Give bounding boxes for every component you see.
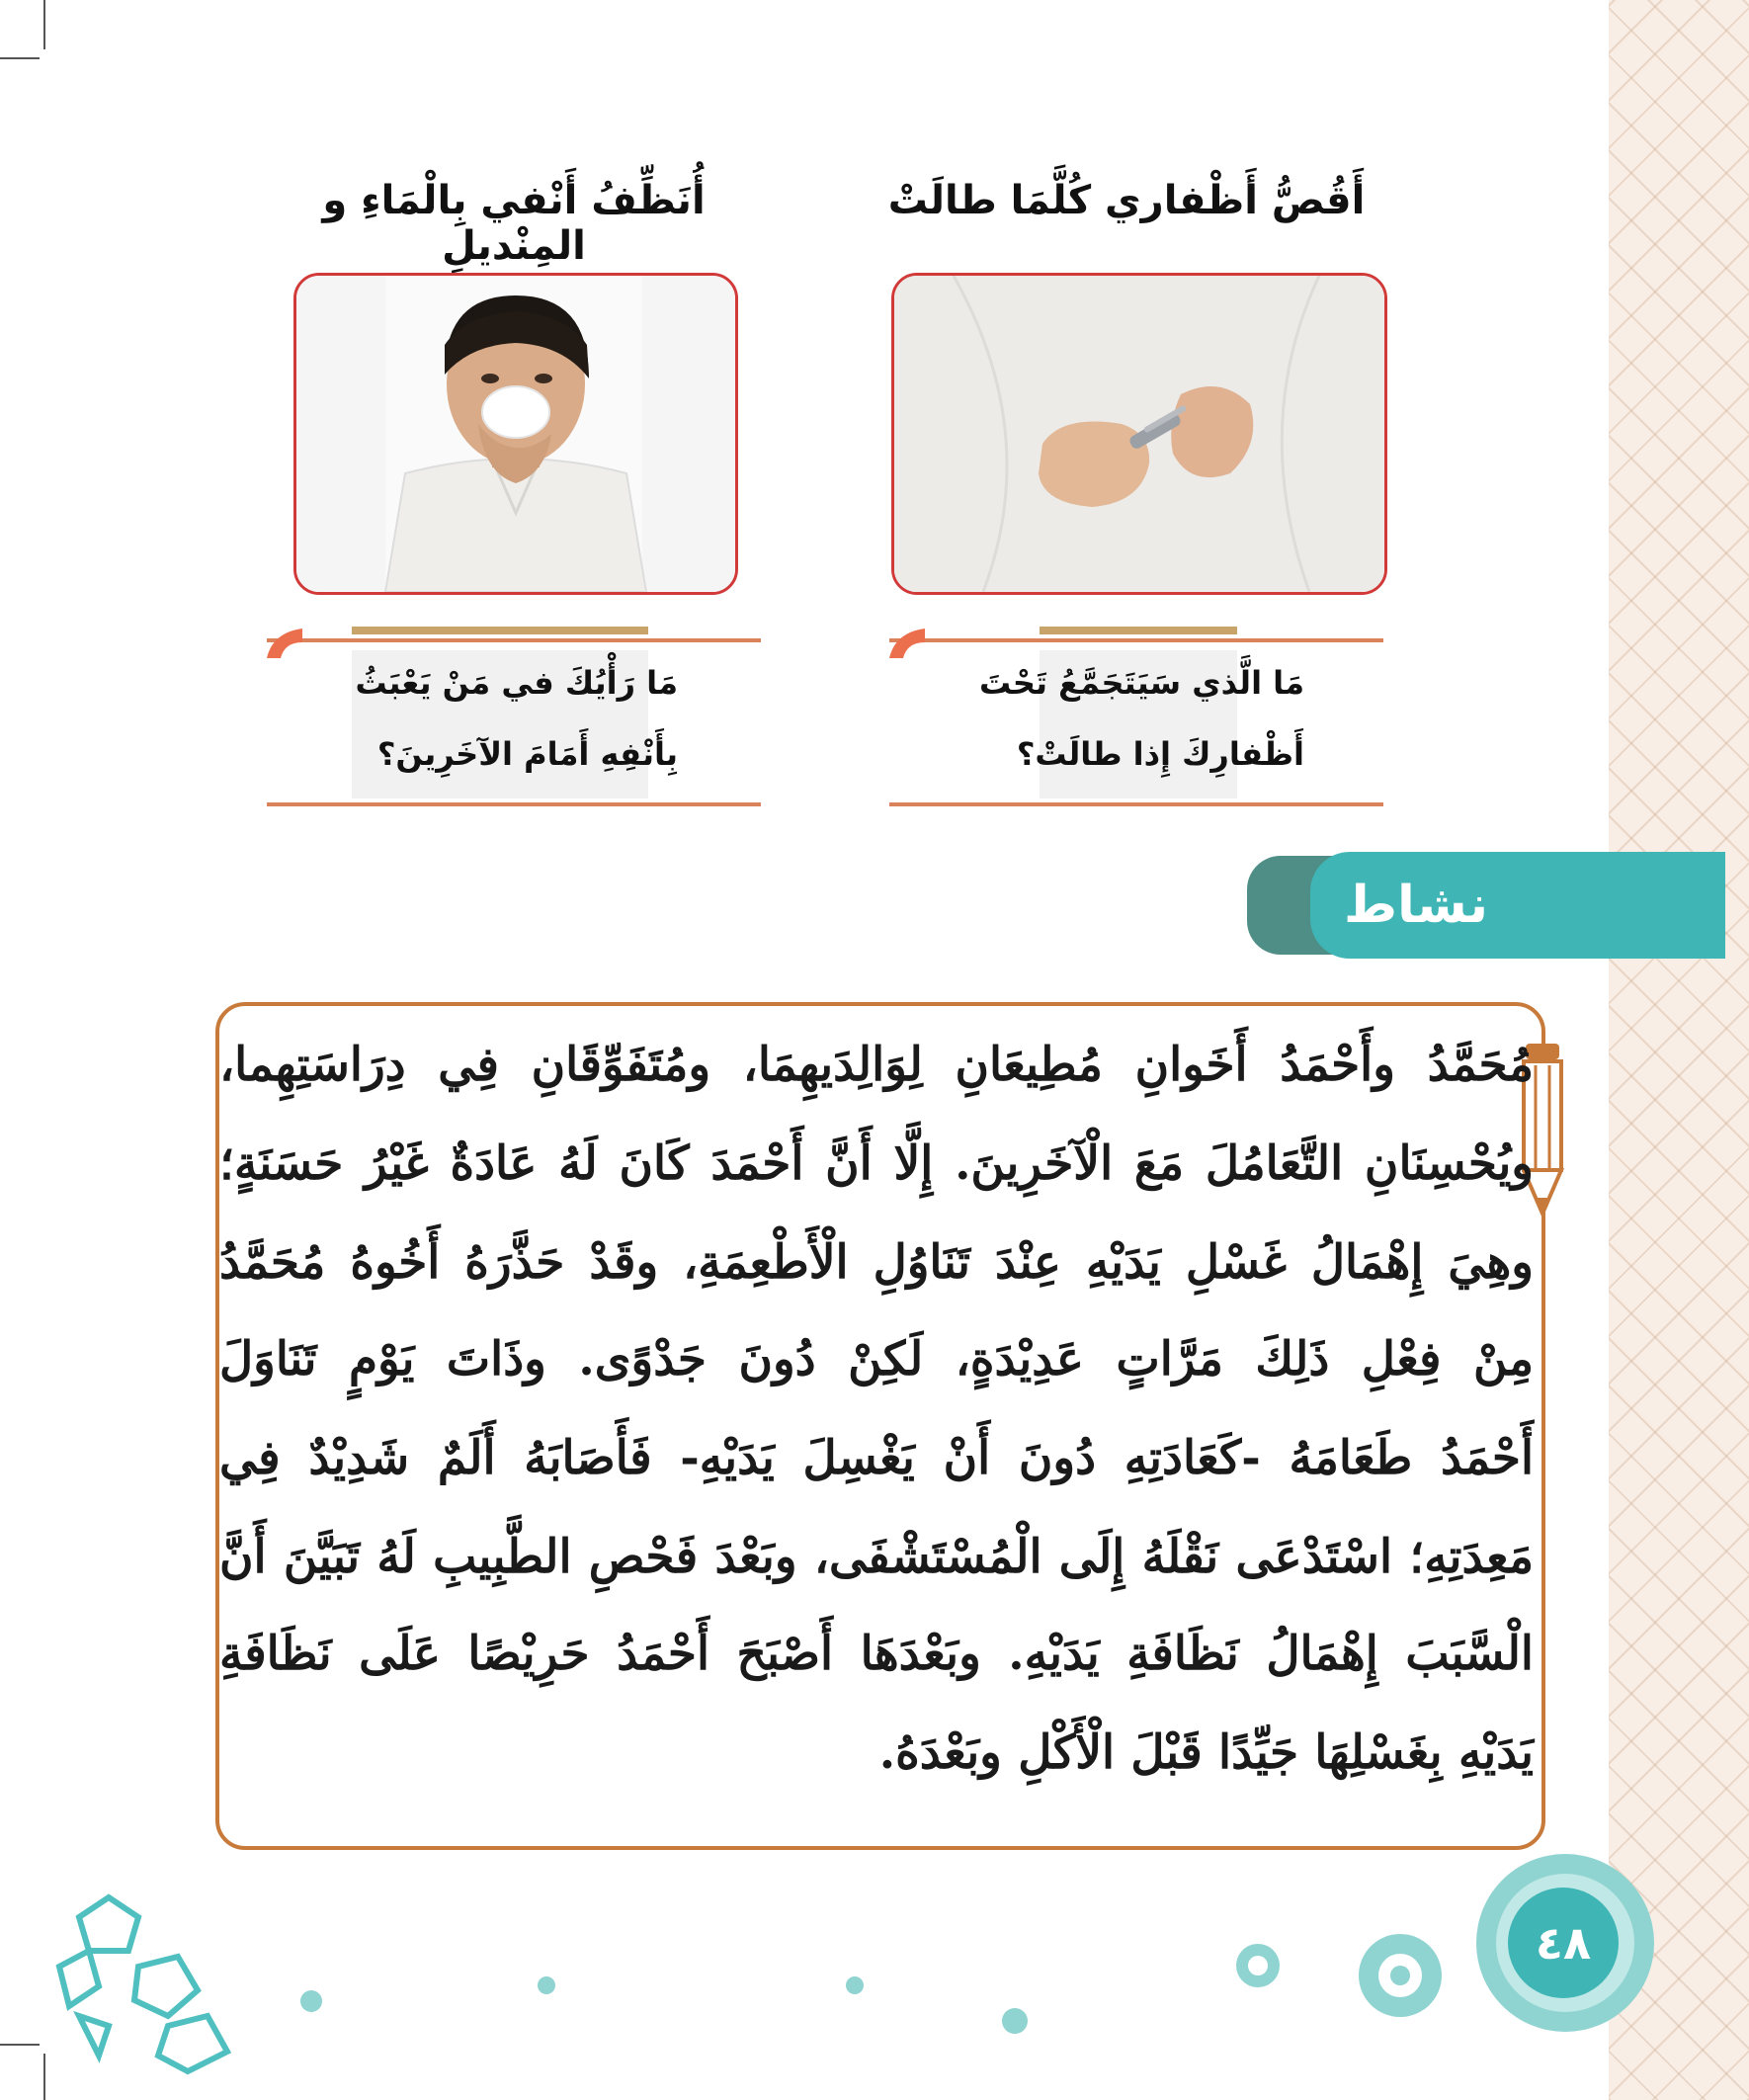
caption-nose-cleaning: أُنَظِّفُ أَنْفي بِالْمَاءِ و المِنْديلِ (322, 178, 706, 269)
question-top-line (889, 638, 1383, 642)
photo-boy-nose (293, 273, 738, 595)
photo-nail-clipping (891, 273, 1387, 595)
geometric-ornament-icon (40, 1878, 277, 2075)
question-bottom-line (267, 802, 761, 806)
page-number: ٤٨ (1535, 1916, 1592, 1970)
story-line: مَعِدَتِهِ؛ اسْتَدْعَى نَقْلَهُ إِلَى الْمُسْتَشْفَى، وبَعْدَ فَحْصِ الطَّبِيبِ لَهُ تَبَيَّنَ أَنَّ (219, 1530, 1534, 1584)
question-box-nose (267, 623, 761, 810)
hands-with-clipper-illustration (894, 276, 1384, 592)
question-line: بِأَنْفِهِ أَمَامَ الآخَرِينَ؟ (376, 735, 678, 773)
rosette-dot-icon (534, 1973, 559, 1998)
question-bottom-line (889, 802, 1383, 806)
question-box-nails (889, 623, 1383, 810)
story-line: مُحَمَّدُ وأَحْمَدُ أَخَوانِ مُطِيعَانِ لِوَالِدَيهِمَا، ومُتَفَوِّقَانِ فِي دِرَاسَتِهِما، (219, 1038, 1534, 1092)
story-line: ويُحْسِنَانِ التَّعَامُلَ مَعَ الْآخَرِينَ. إِلَّا أَنَّ أَحْمَدَ كَانَ لَهُ عَادَةٌ غَيْرُ حَسَنَةٍ؛ (219, 1136, 1534, 1191)
story-line: يَدَيْهِ بِغَسْلِهَا جَيِّدًا قَبْلَ الْأَكْلِ وبَعْدَهُ. (878, 1725, 1534, 1780)
crop-mark (0, 2044, 40, 2046)
story-line: مِنْ فِعْلِ ذَلِكَ مَرَّاتٍ عَدِيْدَةٍ، لَكِنْ دُونَ جَدْوًى. وذَاتَ يَوْمٍ تَنَاوَلَ (219, 1332, 1534, 1386)
question-line: مَا الَّذي سَيَتَجَمَّعُ تَحْتَ (979, 664, 1304, 702)
story-line: وهِيَ إِهْمَالُ غَسْلِ يَدَيْهِ عِنْدَ تَنَاوُلِ الْأَطْعِمَةِ، وقَدْ حَذَّرَهُ أَخُوهُ مُحَمَّدُ (219, 1235, 1534, 1290)
question-line: أَظْفارِكَ إِذا طالَتْ؟ (1016, 735, 1304, 773)
boy-with-tissue-illustration (296, 276, 735, 592)
rosette-icon (1354, 1929, 1447, 2022)
decorative-side-pattern (1609, 0, 1749, 2100)
crop-mark (0, 57, 40, 59)
question-topbar (352, 627, 648, 634)
story-line: أَحْمَدُ طَعَامَهُ -كَعَادَتِهِ دُونَ أَنْ يَغْسِلَ يَدَيْهِ- فَأَصَابَهُ أَلَمٌ شَدِيْدٌ فِي (219, 1431, 1534, 1485)
question-line: مَا رَأْيُكَ في مَنْ يَعْبَثُ (355, 664, 678, 702)
rosette-dot-icon (998, 2004, 1032, 2038)
crop-mark (43, 0, 45, 49)
rosette-dot-icon (842, 1973, 868, 1998)
story-line: الْسَّبَبَ إِهْمَالُ نَظَافَةِ يَدَيْهِ. وبَعْدَهَا أَصْبَحَ أَحْمَدُ حَرِيْصًا عَلَى نَظَافَةِ (219, 1627, 1534, 1681)
caption-nail-trimming: أَقُصُّ أَظْفاري كُلَّمَا طالَتْ (887, 178, 1366, 223)
rosette-dot-icon (296, 1986, 326, 2016)
rosette-icon (1231, 1939, 1285, 1992)
question-topbar (1040, 627, 1237, 634)
question-top-line (267, 638, 761, 642)
activity-title: نشاط (1344, 876, 1488, 935)
